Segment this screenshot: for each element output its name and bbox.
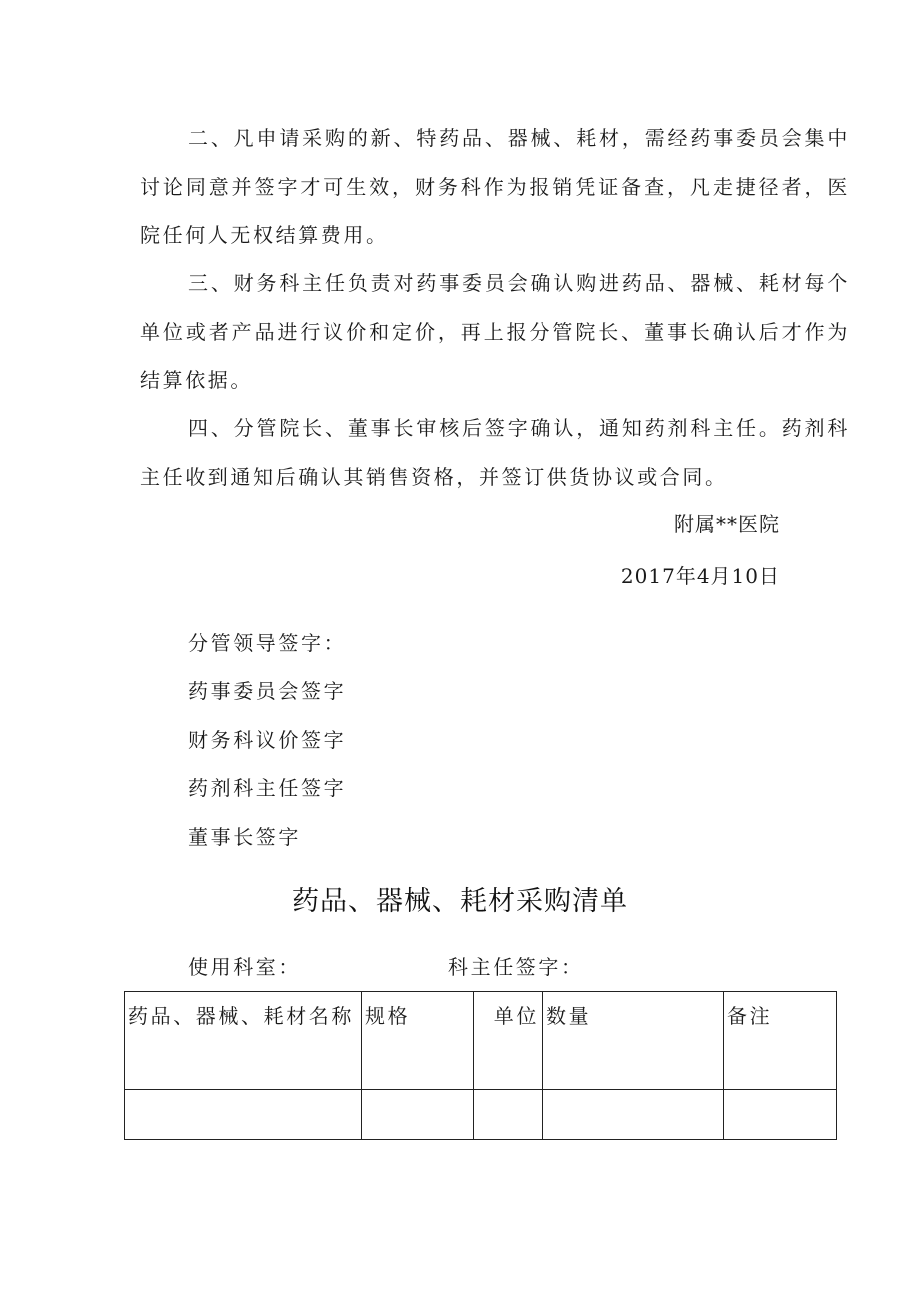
header-quantity: 数量 [543, 992, 724, 1090]
list-title: 药品、器械、耗材采购清单 [292, 886, 628, 917]
cell-quantity[interactable] [543, 1090, 724, 1140]
signature-line-finance: 财务科议价签字 [188, 728, 347, 752]
director-sign-label: 科主任签字： [448, 955, 584, 979]
signature-line-chairman: 董事长签字 [188, 825, 301, 849]
cell-unit[interactable] [474, 1090, 543, 1140]
cell-remarks[interactable] [724, 1090, 837, 1140]
cell-item-name[interactable] [125, 1090, 362, 1140]
issue-date: 2017年4月10日 [620, 564, 780, 588]
signature-line-committee: 药事委员会签字 [188, 679, 347, 703]
cell-spec[interactable] [362, 1090, 474, 1140]
signature-line-leader: 分管领导签字： [188, 631, 347, 655]
header-item-name: 药品、器械、耗材名称 [125, 992, 362, 1090]
header-spec: 规格 [362, 992, 474, 1090]
paragraph-three: 三、财务科主任负责对药事委员会确认购进药品、器械、耗材每个单位或者产品进行议价和定价，再上报分管院长、董事长确认后才作为结算依据。 [140, 271, 850, 392]
paragraph-two: 二、凡申请采购的新、特药品、器械、耗材，需经药事委员会集中讨论同意并签字才可生效，财务科作为报销凭证备查，凡走捷径者，医院任何人无权结算费用。 [140, 126, 850, 247]
header-remarks: 备注 [724, 992, 837, 1090]
purchase-list-table [124, 991, 837, 1140]
issuer-name: 附属**医院 [674, 512, 780, 536]
table-row [125, 1090, 837, 1140]
header-unit: 单位 [474, 992, 543, 1090]
signature-line-pharmacy: 药剂科主任签字 [188, 776, 347, 800]
paragraph-four: 四、分管院长、董事长审核后签字确认，通知药剂科主任。药剂科主任收到通知后确认其销售资格，并签订供货协议或合同。 [140, 416, 850, 489]
table-header-row [125, 992, 837, 1090]
department-label: 使用科室： [188, 955, 301, 979]
